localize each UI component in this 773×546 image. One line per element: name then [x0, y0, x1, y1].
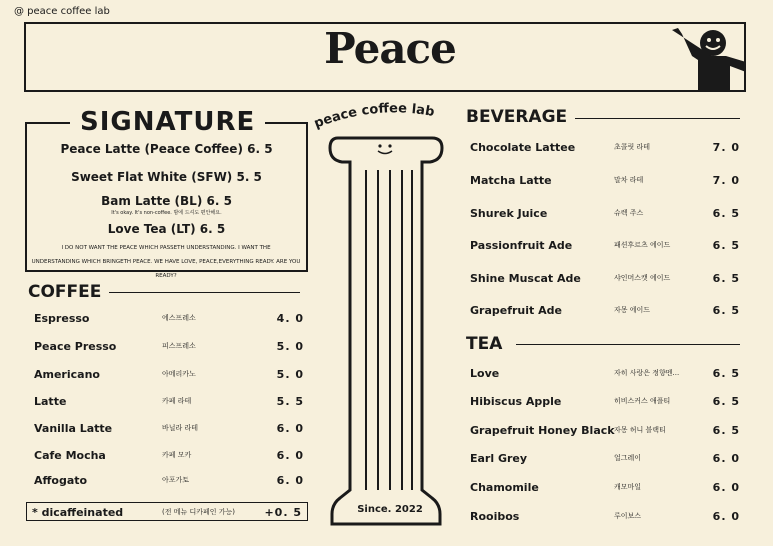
item-korean-name: 자몽 허니 블랙티 [614, 426, 666, 434]
item-price: 6. 0 [276, 421, 304, 435]
list-item [34, 420, 304, 436]
item-price: 6. 0 [712, 451, 740, 465]
column-illustration [300, 100, 470, 530]
item-name: Matcha Latte [470, 173, 552, 187]
since-label: Since. 2022 [357, 504, 423, 515]
item-name: Peace Presso [34, 339, 117, 353]
item-korean-name: 초콜릿 라테 [614, 143, 651, 151]
item-korean-name: 히비스커스 애플티 [614, 397, 671, 405]
list-item [470, 422, 740, 438]
item-korean-name: 카페 라테 [162, 397, 192, 405]
list-item [34, 393, 304, 409]
item-korean-name: 피스프레소 [162, 342, 196, 350]
item-name: Chocolate Lattee [470, 140, 576, 154]
item-name: Grapefruit Honey Black [470, 423, 615, 437]
item-korean-name: 캐모마일 [614, 483, 642, 491]
item-korean-name: 에스프레소 [162, 314, 196, 322]
arch-label [306, 100, 466, 132]
coffee-title: COFFEE [28, 282, 109, 302]
list-item [470, 508, 740, 524]
item-name: Love [470, 366, 500, 380]
list-item [470, 205, 740, 221]
item-price: 5. 0 [276, 339, 304, 353]
list-item [470, 172, 740, 188]
item-korean-name: 아메리카노 [162, 370, 196, 378]
decaf-note: (전 메뉴 디카페인 가능) [162, 508, 235, 516]
list-item [34, 338, 304, 354]
item-name: Cafe Mocha [34, 448, 106, 462]
list-item [470, 237, 740, 253]
item-korean-name: 카페 모카 [162, 451, 192, 459]
signature-item-note: It's okay. It's non-coffee. 밤에 드셔도 편안해요. [111, 210, 222, 216]
item-korean-name: 슈렉 주스 [614, 209, 644, 217]
signature-item: Love Tea (LT) 6. 5 [107, 222, 226, 236]
list-item [34, 366, 304, 382]
account-handle: @ peace coffee lab [14, 6, 110, 17]
item-price: 6. 0 [712, 480, 740, 494]
item-name: Grapefruit Ade [470, 303, 562, 317]
smiley-mascot-icon [668, 26, 746, 92]
item-name: Rooibos [470, 509, 520, 523]
item-korean-name: 말차 라테 [614, 176, 644, 184]
tea-title: TEA [466, 334, 510, 354]
item-price: 6. 5 [712, 366, 740, 380]
item-korean-name: 패션후르츠 에이드 [614, 241, 671, 249]
item-price: 6. 0 [276, 473, 304, 487]
item-name: Earl Grey [470, 451, 528, 465]
signature-item: Sweet Flat White (SFW) 5. 5 [71, 170, 262, 184]
tea-list [470, 365, 740, 525]
list-item [470, 393, 740, 409]
item-name: Espresso [34, 311, 90, 325]
item-price: 6. 5 [712, 238, 740, 252]
item-price: 4. 0 [276, 311, 304, 325]
item-price: 6. 5 [712, 423, 740, 437]
item-price: 5. 0 [276, 367, 304, 381]
list-item [470, 479, 740, 495]
item-name: Hibiscus Apple [470, 394, 562, 408]
item-korean-name: 자몽 에이드 [614, 306, 651, 314]
peace-logo: Peace [324, 24, 456, 73]
item-korean-name: 샤인머스캣 에이드 [614, 274, 671, 282]
decaf-price: +0. 5 [264, 505, 302, 519]
decaf-name: * dicaffeinated [32, 505, 124, 519]
item-price: 6. 5 [712, 394, 740, 408]
item-name: Chamomile [470, 480, 539, 494]
tea-rule [516, 344, 740, 345]
item-name: Vanilla Latte [34, 421, 113, 435]
item-name: Passionfruit Ade [470, 238, 573, 252]
list-item [470, 139, 740, 155]
item-price: 6. 5 [712, 271, 740, 285]
coffee-rule [100, 292, 300, 293]
item-name: Shurek Juice [470, 206, 548, 220]
arch-text: peace coffee lab [312, 101, 436, 132]
item-name: Latte [34, 394, 67, 408]
item-price: 7. 0 [712, 173, 740, 187]
beverage-title: BEVERAGE [466, 107, 575, 127]
decaf-row [32, 504, 302, 520]
signature-item: Bam Latte (BL) 6. 5 [101, 194, 232, 208]
item-price: 7. 0 [712, 140, 740, 154]
item-korean-name: 자히 사랑은 정향멘... [614, 369, 680, 377]
list-item [470, 365, 740, 381]
signature-quote-line2: UNDERSTANDING WHICH BRINGETH PEACE. WE HAVE LOVE, PEACE,EVERYTHING READY. ARE YOU READY? [31, 259, 301, 279]
beverage-list [470, 139, 740, 319]
svg-text:peace coffee lab [312, 101, 435, 131]
item-name: Affogato [34, 473, 88, 487]
item-name: Americano [34, 367, 100, 381]
item-price: 6. 5 [712, 206, 740, 220]
signature-title: SIGNATURE [70, 107, 265, 137]
list-item [34, 447, 304, 463]
item-korean-name: 얼그레이 [614, 454, 642, 462]
list-item [34, 310, 304, 326]
list-item [34, 472, 304, 488]
list-item [470, 450, 740, 466]
item-korean-name: 아포가토 [162, 476, 190, 484]
signature-item: Peace Latte (Peace Coffee) 6. 5 [60, 142, 273, 156]
item-price: 6. 5 [712, 303, 740, 317]
item-korean-name: 바닐라 라테 [162, 424, 199, 432]
item-price: 6. 0 [276, 448, 304, 462]
item-price: 6. 0 [712, 509, 740, 523]
beverage-rule [570, 118, 740, 119]
list-item [470, 302, 740, 318]
item-price: 5. 5 [276, 394, 304, 408]
signature-quote-line1: I DO NOT WANT THE PEACE WHICH PASSETH UNDERSTANDING. I WANT THE [61, 245, 271, 251]
item-korean-name: 루이보스 [614, 512, 642, 520]
item-name: Shine Muscat Ade [470, 271, 581, 285]
list-item [470, 270, 740, 286]
